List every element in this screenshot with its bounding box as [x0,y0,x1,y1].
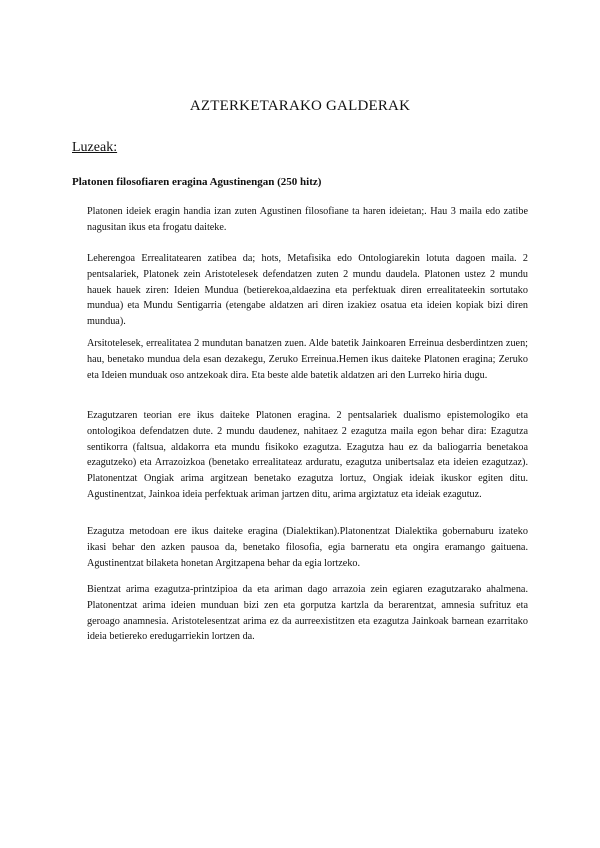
section-heading: Luzeak: [72,140,118,155]
page-title: AZTERKETARAKO GALDERAK [189,98,411,114]
paragraph-text: Ezagutza metodoan ere ikus daiteke eragina (Dialektikan).Platonentzat Dialektika gobernaburu izateko ikasi behar den azken pausoa da, benetako filosofia, egia barneratu eta ongira eramango gaituena. Agustinentzat bilaketa honetan Argitzapena behar da egia lortzeko. [87,526,528,569]
paragraph-text: Leherengoa Errealitatearen zatibea da; hots, Metafisika edo Ontologiarekin lotuta dagoen maila. 2 pentsalariek, Platonek zein Aristotelesek defendatzen zuten 2 mundu daudela. Platonen ustez 2 mundu hauek hauek ziren: Ideien Mundua (betierekoa,aldaezina eta perfektuak diren errealitateekin sortutako mundua) eta Mundu Sentigarria (etengabe aldatzen ari diren izakiez osatua eta ideien kopiak bizi diren mundua). [87,253,528,328]
paragraph-1 [87,204,528,236]
paragraph-text: Arsitotelesek, errealitatea 2 mundutan banatzen zuen. Alde batetik Jainkoaren Erreinua desberdintzen zuen; hau, benetako mundua dela esan dezakegu, Zeruko Erreinua.Hemen ikus daiteke Platonen eragina; Zeruko eta Ideien munduak oso antzekoak dira. Eta beste alde batetik aldatzen ari den Lurreko hiria dugu. [87,338,528,381]
paragraph-text: Ezagutzaren teorian ere ikus daiteke Platonen eragina. 2 pentsalariek dualismo epistemologiko eta ontologikoa defendatzen dute. 2 mundu daudenez, nahitaez 2 ezagutza maila egon behar dira: Ezagutza sentikorra (faltsua, aldakorra eta mundu fisikoko ezagutza. Ezagutza hau ez da baliogarria benetakoa ezagutzeko) eta Arrazoizkoa (benetako errealitateaz arduratu, ezagutza unibertsalaz eta ideien ezagutzaz). Platonentzat Ongiak arima argitzean benetako ezagutza lortuz, Ongiak ideiak ikuskor egiten ditu. Agustinentzat, Jainkoa ideia perfektuak ariman jartzen ditu, arima argiztatuz eta ideiak ezagutuz. [87,410,528,500]
paragraph-text: Platonen ideiek eragin handia izan zuten Agustinen filosofiane ta haren ideietan;. Hau 3 maila edo zatibe nagusitan ikus eta frogatu daiteke. [87,206,528,233]
paragraph-6 [87,582,528,645]
question-heading: Platonen filosofiaren eragina Agustinengan (250 hitz) [72,176,322,188]
paragraph-2 [87,251,528,330]
paragraph-3 [87,336,528,383]
paragraph-5 [87,524,528,571]
paragraph-text: Bientzat arima ezagutza-printzipioa da eta ariman dago arrazoia zein egiaren ezagutzarako ahalmena. Platonentzat arima ideien munduan bizi zen eta gorputza kartzla da berarentzat, amnesia sufrituz eta geroago anamnesia. Aristotelesentzat arima ez da aurreexistitzen eta ezagutza Jainkoak barnean ezarritako ideia betiereko eredugarriekin lortzen da. [87,584,528,643]
paragraph-4 [87,408,528,503]
